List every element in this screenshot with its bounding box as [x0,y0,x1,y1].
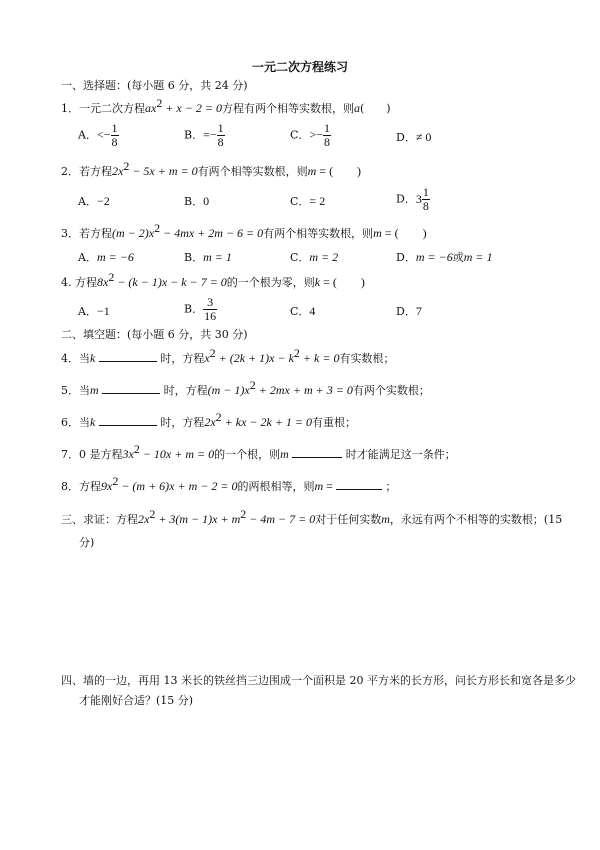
option-value: 7 [415,304,422,318]
option-value: −2 [96,194,110,208]
variable: m [280,447,289,461]
answer-blank[interactable] [99,415,157,426]
option-d [396,186,430,213]
question-text: 有实数根； [339,352,395,365]
option-c [290,193,325,209]
question-text: ，永远有两个不相等的实数根；(15 [389,513,563,526]
option-c [290,303,315,319]
option-b [184,122,225,149]
fill-question-6 [61,410,357,430]
answer-blank[interactable] [99,351,157,362]
question-number: 5． [61,384,79,397]
question-1 [61,96,391,116]
option-value: 0 [203,194,210,208]
option-label: A． [78,251,97,264]
question-text: 对于任何实数 [315,513,382,526]
exponent: 2 [154,221,161,235]
variable: k [90,415,96,429]
question-text: 有两个实数根； [352,384,430,397]
option-label: C． [290,128,310,142]
option-a [78,193,110,209]
option-d [396,129,431,145]
fraction [111,122,119,149]
question-3 [61,221,427,241]
option-minus: − [316,127,323,142]
variable: m [314,479,324,493]
equation-term: 9x [101,479,113,493]
option-d [396,249,492,265]
option-value: m = 2 [309,250,339,264]
equation-rest: − 4m − 7 = 0 [246,512,316,526]
section2-heading: 二、填空题：(每小题 6 分，共 30 分) [61,328,248,341]
numerator: 1 [422,185,429,199]
section4-line1: 四、墙的一边，再用 13 米长的铁丝挡三边围成一个面积是 20 平方米的长方形，问长方形长和宽各是多少 [61,674,576,687]
equation-term: (m − 2)x [112,226,155,240]
exponent: 2 [108,270,115,284]
question-text: 有两个相等实数根，则 [263,227,374,240]
numerator: 3 [203,296,217,310]
question-number: 4. [61,276,72,289]
option-or: 或 [452,251,464,264]
option-value: = 2 [309,194,326,208]
question-text: ； [385,480,397,493]
answer-paren: = ( ) [316,164,362,178]
denominator: 8 [217,135,224,149]
equation-term: x [204,351,210,365]
variable: m [307,164,317,178]
option-label: C． [290,251,310,264]
equation-rest: + k = 0 [299,351,340,365]
equation-rest: + 3(m − 1)x + m [155,512,241,526]
option-a [78,122,119,149]
fill-question-5 [61,378,430,398]
answer-blank[interactable] [292,447,342,458]
equation-rest: − 10x + m = 0 [139,447,215,461]
exponent: 2 [249,378,256,392]
option-label: D． [396,131,416,144]
equation-rest: − 4mx + 2m − 6 = 0 [160,226,264,240]
question-text: 方程有两个相等实数根，则 [221,102,354,115]
numerator: 1 [217,121,224,135]
equation-term: 2x [204,415,216,429]
exponent: 2 [112,474,119,488]
answer-blank[interactable] [336,479,382,490]
option-a [78,303,110,319]
equation-rest: − 5x + m = 0 [129,164,198,178]
option-label: B． [184,128,204,142]
equation-term: 3x [122,447,134,461]
equation-rest: − (m + 6)x + m − 2 = 0 [118,479,238,493]
equation-rest: + 2mx + m + 3 = 0 [255,383,353,397]
option-a [78,249,134,265]
question-text: 的两根相等，则 [237,480,315,493]
question-number: 6． [61,416,79,429]
variable: k [314,275,321,289]
exponent: 2 [293,346,300,360]
option-sign: = [203,127,210,142]
option-value: ≠ 0 [415,130,432,144]
variable: a [353,101,360,115]
question-number: 7． [61,448,79,461]
option-label: D． [396,192,416,206]
fill-question-8 [61,474,397,494]
exponent: 2 [156,96,163,110]
equation-rest: + x − 2 = 0 [162,101,222,115]
denominator: 8 [111,135,118,149]
question-number: 3． [61,227,79,240]
option-c [290,249,338,265]
question-text: 有两个相等实数根，则 [197,165,308,178]
numerator: 1 [111,121,118,135]
question-text: 若方程 [79,227,112,240]
question-4 [61,270,365,290]
option-label: B． [184,302,204,316]
numerator: 1 [323,121,330,135]
variable: k [90,351,96,365]
denominator: 8 [323,135,330,149]
question-text: 当 [79,352,90,365]
fill-question-4 [61,346,395,366]
variable: m [373,226,382,240]
exponent: 2 [123,159,130,173]
question-2 [61,159,362,179]
question-number: 4． [61,352,79,365]
denominator: 8 [422,199,429,213]
question-text: 时才能满足这一条件； [345,448,456,461]
variable: m [90,383,99,397]
option-label: B． [184,195,204,208]
question-text: 的一个根为零，则 [226,276,315,289]
section3-proof [61,507,563,527]
question-text: 方程 [75,276,97,289]
question-text: 时，方程 [163,384,208,397]
exponent: 2 [215,410,222,424]
question-number: 2． [61,165,79,178]
question-text: 方程 [79,480,101,493]
equation-rest: + kx − 2k + 1 = 0 [221,415,313,429]
question-text: 0 是方程 [79,448,123,461]
option-value: −1 [96,304,110,318]
question-text: 时，方程 [160,352,205,365]
option-label: C． [290,195,310,208]
section4-line2: 才能刚好合适？(15 分) [79,694,194,707]
fraction [323,122,331,149]
question-text: 当 [79,416,90,429]
option-value: 4 [309,304,316,318]
option-label: A． [78,195,97,208]
question-number: 8． [61,480,79,493]
denominator: 16 [204,309,217,323]
option-sign: > [309,127,317,142]
equation-term: ax [145,101,157,115]
option-value: m = −6 [415,250,453,264]
option-b [184,249,232,265]
option-d [396,303,422,319]
question-text: 时，方程 [160,416,205,429]
exponent: 2 [240,507,247,521]
answer-paren: = ( ) [320,275,365,289]
mixed-integer: 3 [415,192,422,206]
equation-rest: − (k − 1)x − k − 7 = 0 [114,275,227,289]
equation-term: 2x [138,512,150,526]
exponent: 2 [133,442,140,456]
section3-heading: 三、求证：方程 [61,513,138,526]
option-c [290,122,331,149]
option-label: C． [290,305,310,318]
answer-paren: = ( ) [381,226,427,240]
question-text: 若方程 [79,165,112,178]
answer-blank[interactable] [102,383,160,394]
equals-sign: = [323,479,336,493]
option-minus: − [209,127,217,142]
exponent: 2 [149,507,156,521]
question-number: 1． [61,102,79,115]
equation-term: 8x [97,275,109,289]
option-b [184,296,217,323]
section3-line2: 分) [79,536,95,549]
equation-rest: + (2k + 1)x − k [215,351,294,365]
equation-term: (m − 1)x [207,383,250,397]
question-text: 的一个根，则 [214,448,281,461]
option-minus: − [103,127,111,142]
answer-paren: ( ) [359,102,391,115]
option-label: D． [396,251,416,264]
variable: m [381,512,390,526]
option-value: m = −6 [96,250,134,264]
option-value: m = 1 [463,250,493,264]
option-b [184,193,209,209]
page-title: 一元二次方程练习 [251,60,348,74]
question-text: 有重根； [312,416,357,429]
section1-heading: 一、选择题：(每小题 6 分，共 24 分) [61,79,248,92]
equation-term: 2x [112,164,124,178]
fraction [203,296,217,323]
fill-question-7 [61,442,456,462]
option-value: m = 1 [203,250,232,264]
option-sign: < [96,127,104,142]
fraction [217,122,225,149]
question-text: 当 [79,384,90,397]
option-label: B． [184,251,204,264]
option-label: A． [78,305,97,318]
question-text: 一元二次方程 [79,102,145,115]
option-label: D． [396,305,416,318]
exponent: 2 [209,346,216,360]
fraction [422,186,430,213]
option-label: A． [78,128,97,142]
